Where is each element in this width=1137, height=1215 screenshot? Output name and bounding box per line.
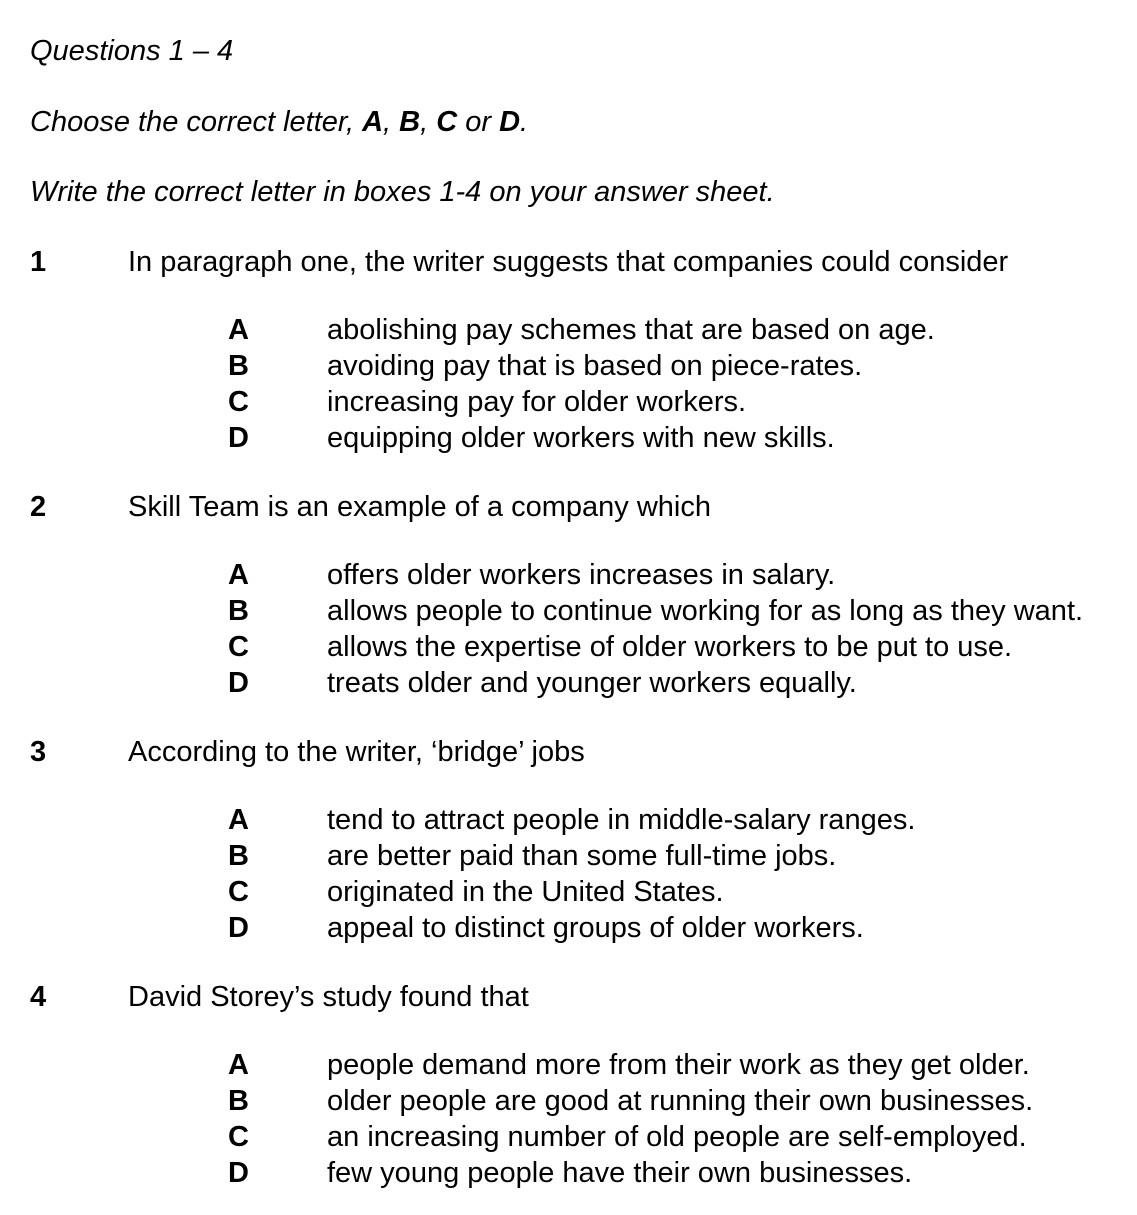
- option-text: allows people to continue working for as long as they want.: [327, 595, 1084, 627]
- question-stem-row: [0, 489, 1137, 525]
- option-letter: B: [228, 350, 249, 382]
- option-letter: D: [228, 912, 249, 944]
- option-letter: D: [228, 667, 249, 699]
- question-1: [0, 244, 1137, 456]
- option-letter: A: [228, 559, 249, 591]
- option-row-4c: [0, 1119, 1137, 1155]
- option-text: increasing pay for older workers.: [327, 386, 747, 418]
- option-letter: B: [228, 595, 249, 627]
- option-row-3c: [0, 874, 1137, 910]
- question-stem: In paragraph one, the writer suggests that companies could consider: [128, 246, 1009, 278]
- option-letter: C: [228, 876, 249, 908]
- question-stem: Skill Team is an example of a company which: [128, 491, 711, 523]
- option-text: equipping older workers with new skills.: [327, 422, 835, 454]
- separator: ,: [420, 106, 437, 138]
- question-number: 1: [30, 246, 47, 278]
- instruction-choose-letter: [0, 104, 1137, 140]
- separator: or: [457, 106, 500, 138]
- option-row-1c: [0, 384, 1137, 420]
- option-text: an increasing number of old people are self-employed.: [327, 1121, 1027, 1153]
- option-row-1b: [0, 348, 1137, 384]
- option-row-2a: [0, 557, 1137, 593]
- option-row-3a: [0, 802, 1137, 838]
- options-list: [0, 312, 1137, 456]
- options-list: [0, 1047, 1137, 1191]
- choice-letter-c: C: [436, 106, 458, 138]
- instruction-choose-prefix: Choose the correct letter,: [30, 106, 363, 138]
- option-text: treats older and younger workers equally.: [327, 667, 857, 699]
- option-text: avoiding pay that is based on piece-rates.: [327, 350, 863, 382]
- option-row-4b: [0, 1083, 1137, 1119]
- question-stem: David Storey’s study found that: [128, 981, 529, 1013]
- option-letter: A: [228, 314, 249, 346]
- choice-letter-a: A: [362, 106, 384, 138]
- question-number: 3: [30, 736, 47, 768]
- option-row-3b: [0, 838, 1137, 874]
- options-list: [0, 802, 1137, 946]
- separator: ,: [383, 106, 400, 138]
- question-stem-row: [0, 979, 1137, 1015]
- option-text: people demand more from their work as they get older.: [327, 1049, 1030, 1081]
- option-letter: D: [228, 422, 249, 454]
- option-row-4d: [0, 1155, 1137, 1191]
- option-letter: B: [228, 840, 249, 872]
- question-3: [0, 734, 1137, 946]
- question-stem: According to the writer, ‘bridge’ jobs: [128, 736, 585, 768]
- question-2: [0, 489, 1137, 701]
- option-letter: B: [228, 1085, 249, 1117]
- question-number: 2: [30, 491, 47, 523]
- option-letter: D: [228, 1157, 249, 1189]
- option-row-1a: [0, 312, 1137, 348]
- instruction-write-letter: Write the correct letter in boxes 1-4 on your answer sheet.: [30, 176, 775, 208]
- option-row-4a: [0, 1047, 1137, 1083]
- option-letter: C: [228, 631, 249, 663]
- option-text: are better paid than some full-time jobs.: [327, 840, 837, 872]
- option-row-2b: [0, 593, 1137, 629]
- option-text: few young people have their own businesses.: [327, 1157, 913, 1189]
- option-text: abolishing pay schemes that are based on age.: [327, 314, 935, 346]
- option-text: older people are good at running their own businesses.: [327, 1085, 1034, 1117]
- option-letter: C: [228, 386, 249, 418]
- option-row-1d: [0, 420, 1137, 456]
- option-text: offers older workers increases in salary.: [327, 559, 836, 591]
- option-row-2d: [0, 665, 1137, 701]
- option-letter: A: [228, 804, 249, 836]
- option-text: tend to attract people in middle-salary ranges.: [327, 804, 916, 836]
- choice-letter-b: B: [399, 106, 421, 138]
- option-letter: C: [228, 1121, 249, 1153]
- options-list: [0, 557, 1137, 701]
- choice-letter-d: D: [499, 106, 521, 138]
- option-letter: A: [228, 1049, 249, 1081]
- questions-range-title: Questions 1 – 4: [30, 35, 234, 67]
- question-number: 4: [30, 981, 47, 1013]
- question-stem-row: [0, 244, 1137, 280]
- option-text: allows the expertise of older workers to be put to use.: [327, 631, 1013, 663]
- option-row-3d: [0, 910, 1137, 946]
- option-row-2c: [0, 629, 1137, 665]
- option-text: appeal to distinct groups of older workers.: [327, 912, 864, 944]
- sentence-period: .: [520, 106, 529, 138]
- question-4: [0, 979, 1137, 1191]
- question-stem-row: [0, 734, 1137, 770]
- option-text: originated in the United States.: [327, 876, 724, 908]
